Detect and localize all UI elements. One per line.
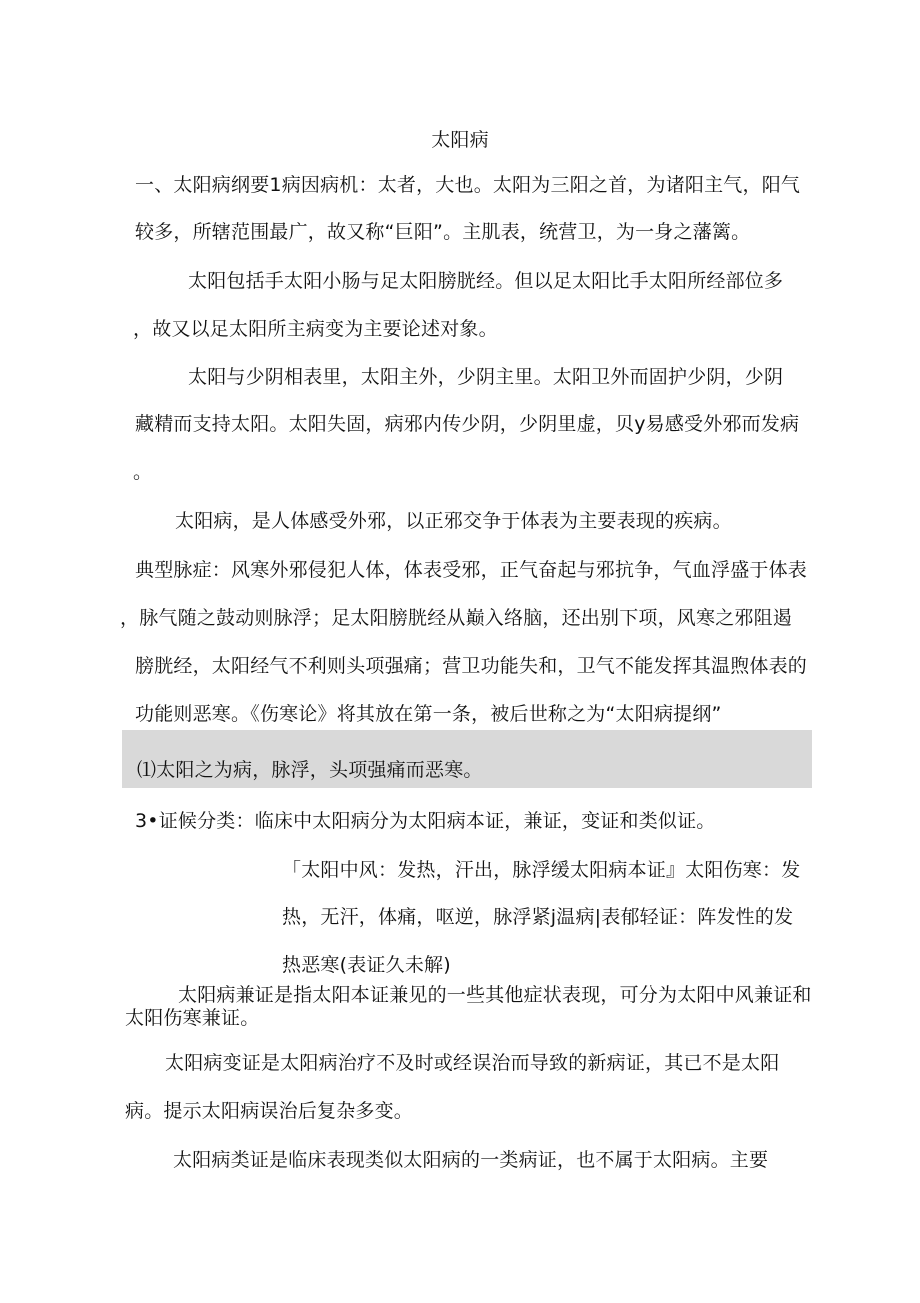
text-line: 热恶寒(表证久未解) (282, 954, 451, 976)
text-line: 藏精而支持太阳。太阳失固，病邪内传少阴，少阴里虚，贝y易感受外邪而发病 (135, 413, 800, 435)
text-line: 膀胱经，太阳经气不利则头项强痛；营卫功能失和，卫气不能发挥其温煦体表的 (135, 655, 808, 677)
text-line: 3•证候分类：临床中太阳病分为太阳病本证，兼证，变证和类似证。 (135, 810, 716, 832)
text-line: 病。提示太阳病误治后复杂多变。 (125, 1100, 414, 1122)
text-line: 一、太阳病纲要1病因病机：太者，大也。太阳为三阳之首，为诸阳主气，阳气 (135, 174, 801, 196)
text-line: 典型脉症：风寒外邪侵犯人体，体表受邪，正气奋起与邪抗争，气血浮盛于体表 (135, 559, 808, 581)
text-line: 热，无汗，体痛，呕逆，脉浮紧j温病|表郁轻证：阵发性的发 (282, 906, 794, 928)
text-line: 太阳病类证是临床表现类似太阳病的一类病证，也不属于太阳病。主要 (173, 1149, 769, 1171)
text-line: 太阳病，是人体感受外邪，以正邪交争于体表为主要表现的疾病。 (175, 510, 732, 532)
text-line: 较多，所辖范围最广，故又称“巨阳”。主肌表，统营卫，为一身之藩篱。 (135, 221, 751, 243)
page-title: 太阳病 (431, 129, 489, 151)
text-line: 太阳包括手太阳小肠与足太阳膀胱经。但以足太阳比手太阳所经部位多 (188, 270, 784, 292)
quote-text: ⑴太阳之为病，脉浮，头项强痛而恶寒。 (137, 759, 483, 781)
text-line: 太阳伤寒兼证。 (125, 1007, 260, 1029)
text-line: ，故又以足太阳所主病变为主要论述对象。 (133, 318, 498, 340)
text-line: 「太阳中风：发热，汗出，脉浮缓太阳病本证』太阳伤寒：发 (282, 859, 801, 881)
text-line: 。 (133, 461, 153, 483)
text-line: 功能则恶寒。《伤寒论》将其放在第一条，被后世称之为“太阳病提纲” (135, 703, 722, 725)
text-line: ，脉气随之鼓动则脉浮；足太阳膀胱经从巅入络脑，还出别下项，风寒之邪阻遏 (120, 607, 793, 629)
text-line: 太阳病兼证是指太阳本证兼见的一些其他症状表现，可分为太阳中风兼证和 (178, 984, 812, 1006)
text-line: 太阳与少阴相表里，太阳主外，少阴主里。太阳卫外而固护少阴，少阴 (188, 366, 784, 388)
text-line: 太阳病变证是太阳病治疗不及时或经误治而导致的新病证，其已不是太阳 (165, 1052, 780, 1074)
